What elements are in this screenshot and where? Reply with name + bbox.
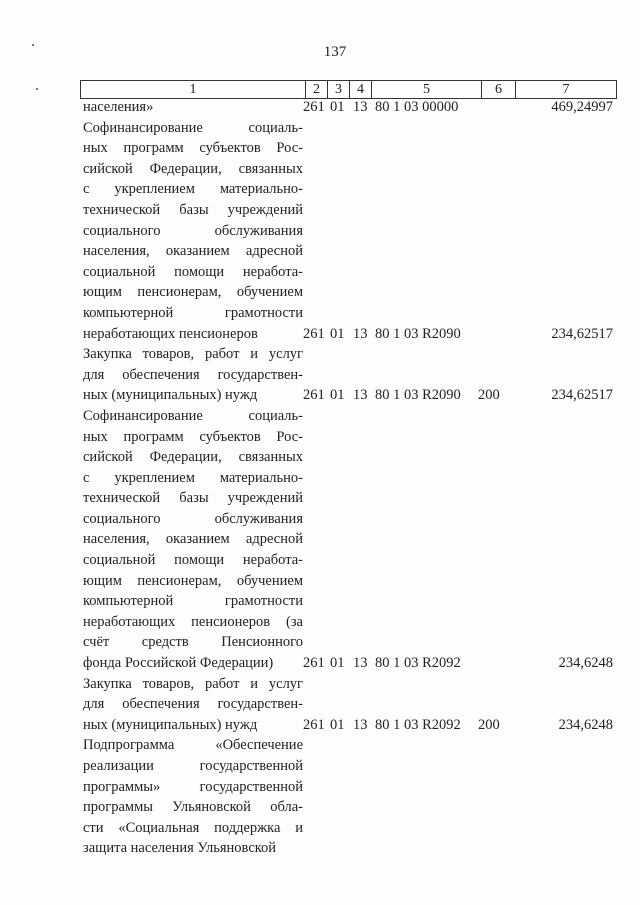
- description-line: населения»: [83, 99, 154, 115]
- description-line: программы Ульяновской обла-: [83, 799, 303, 816]
- description-line: реализации государственной: [83, 758, 303, 774]
- description-line: компьютерной грамотности: [83, 593, 303, 610]
- row-description: [83, 735, 303, 859]
- description-line: технической базы учреждений: [83, 201, 303, 218]
- description-line: Софинансирование социаль-: [83, 407, 303, 424]
- description-line: населения, оказанием адресной: [83, 243, 303, 260]
- description-line: населения, оказанием адресной: [83, 531, 303, 548]
- cell-c4: 13: [353, 325, 368, 342]
- table-row: [83, 735, 613, 859]
- row-description: [83, 344, 303, 406]
- cell-c5: 80 1 03 R2092: [375, 655, 461, 672]
- table-body: [83, 97, 613, 859]
- cell-c7: 234,6248: [558, 655, 613, 672]
- cell-c2: 261: [303, 716, 325, 733]
- row-codes: [303, 344, 613, 406]
- cell-c4: 13: [353, 716, 368, 733]
- description-line: ных программ субъектов Рос-: [83, 140, 303, 157]
- cell-c3: 01: [330, 325, 345, 342]
- header-col-1: 1: [81, 81, 306, 98]
- row-description: [83, 674, 303, 736]
- table-row: [83, 674, 613, 736]
- header-col-7: 7: [562, 82, 570, 97]
- description-line: социальной помощи неработа-: [83, 263, 303, 280]
- description-line: для обеспечения государствен-: [83, 696, 303, 713]
- description-line: фонда Российской Федерации): [83, 655, 274, 672]
- description-line: Подпрограмма «Обеспечение: [83, 737, 303, 754]
- cell-c3: 01: [330, 387, 345, 404]
- description-line: Закупка товаров, работ и услуг: [83, 346, 303, 363]
- header-col-4: 4: [350, 81, 372, 98]
- cell-c7: 469,24997: [551, 99, 613, 115]
- description-line: защита населения Ульяновской: [83, 840, 277, 857]
- description-line: ных (муниципальных) нужд: [83, 716, 258, 733]
- description-line: счёт средств Пенсионного: [83, 634, 303, 651]
- description-line: неработающих пенсионеров: [83, 325, 258, 342]
- header-col-3: 3: [328, 81, 350, 98]
- description-line: социальной помощи неработа-: [83, 552, 303, 569]
- description-line: сийской Федерации, связанных: [83, 449, 303, 466]
- description-line: компьютерной грамотности: [83, 304, 303, 321]
- cell-c5: 80 1 03 R2092: [375, 716, 461, 733]
- cell-c4: 13: [353, 387, 368, 404]
- description-line: ных программ субъектов Рос-: [83, 428, 303, 445]
- cell-c3: 01: [330, 716, 345, 733]
- cell-c2: 261: [303, 99, 325, 115]
- description-line: технической базы учреждений: [83, 490, 303, 507]
- row-description: [83, 406, 303, 674]
- row-description: [83, 97, 303, 118]
- description-line: социального обслуживания: [83, 510, 303, 527]
- header-col-5: 5: [372, 81, 482, 98]
- description-line: с укреплением материально-: [83, 181, 303, 198]
- cell-c2: 261: [303, 387, 325, 404]
- cell-c2: 261: [303, 325, 325, 342]
- scan-speck: [36, 88, 38, 90]
- table-row: [83, 118, 613, 345]
- cell-c6: 200: [478, 387, 500, 404]
- cell-c7: 234,6248: [558, 716, 613, 733]
- page-number: 137: [323, 44, 347, 60]
- description-line: ных (муниципальных) нужд: [83, 387, 258, 404]
- cell-c5: 80 1 03 00000: [375, 99, 459, 115]
- cell-c7: 234,62517: [551, 325, 613, 342]
- cell-c4: 13: [353, 99, 368, 115]
- cell-c2: 261: [303, 655, 325, 672]
- description-line: программы» государственной: [83, 778, 303, 795]
- header-col-6: 6: [482, 81, 516, 98]
- table-row: [83, 97, 613, 118]
- cell-c4: 13: [353, 655, 368, 672]
- description-line: сийской Федерации, связанных: [83, 160, 303, 177]
- table-row: [83, 406, 613, 674]
- row-codes: [303, 97, 613, 118]
- row-codes: [303, 735, 613, 859]
- description-line: для обеспечения государствен-: [83, 366, 303, 383]
- header-col-2: 2: [306, 81, 328, 98]
- cell-c3: 01: [330, 655, 345, 672]
- description-line: Закупка товаров, работ и услуг: [83, 675, 303, 692]
- row-codes: [303, 406, 613, 674]
- description-line: социального обслуживания: [83, 222, 303, 239]
- row-description: [83, 118, 303, 345]
- description-line: с укреплением материально-: [83, 469, 303, 486]
- row-codes: [303, 674, 613, 736]
- cell-c5: 80 1 03 R2090: [375, 387, 461, 404]
- cell-c7: 234,62517: [551, 387, 613, 404]
- description-line: сти «Социальная поддержка и: [83, 819, 303, 836]
- cell-c3: 01: [330, 99, 345, 115]
- cell-c6: 200: [478, 716, 500, 733]
- description-line: ющим пенсионерам, обучением: [83, 284, 303, 301]
- description-line: Софинансирование социаль-: [83, 119, 303, 136]
- description-line: неработающих пенсионеров (за: [83, 613, 303, 630]
- description-line: ющим пенсионерам, обучением: [83, 572, 303, 589]
- row-codes: [303, 118, 613, 345]
- table-row: [83, 344, 613, 406]
- cell-c5: 80 1 03 R2090: [375, 325, 461, 342]
